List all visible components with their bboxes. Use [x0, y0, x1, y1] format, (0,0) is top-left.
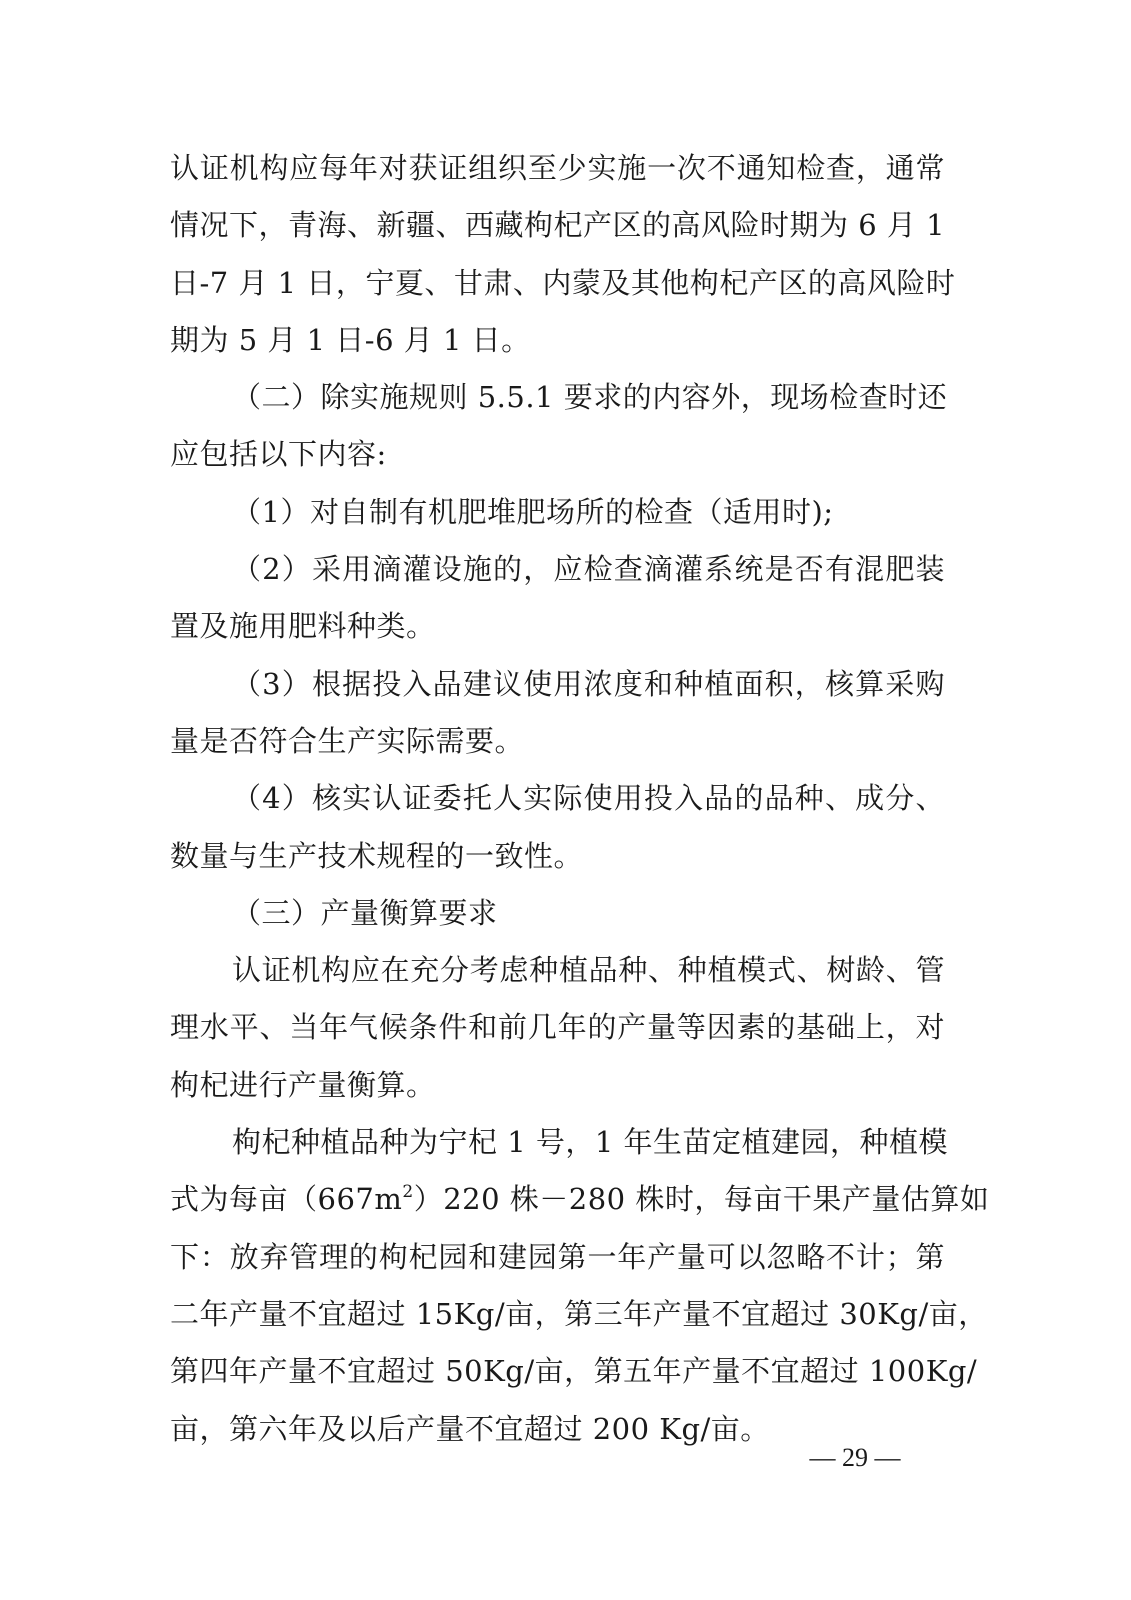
text-line: （二）除实施规则 5.5.1 要求的内容外，现场检查时还	[232, 380, 948, 415]
text-line: 量是否符合生产实际需要。	[170, 723, 525, 758]
text-line: 认证机构应在充分考虑种植品种、种植模式、树龄、管	[232, 953, 945, 988]
list-item-1	[170, 484, 945, 541]
section-heading-yield-balance	[170, 885, 945, 942]
text-line: 置及施用肥料种类。	[170, 609, 436, 644]
paragraph-yield-factors	[170, 942, 945, 1114]
text-line: 枸杞进行产量衡算。	[170, 1067, 436, 1102]
list-item-4	[170, 770, 945, 885]
text-line: （1）对自制有机肥堆肥场所的检查（适用时);	[232, 494, 834, 529]
text-line: 应包括以下内容:	[170, 437, 387, 472]
text-line: 亩，第六年及以后产量不宜超过 200 Kg/亩。	[170, 1411, 770, 1446]
paragraph-yield-estimates	[170, 1114, 990, 1458]
paragraph-inspection-timing	[170, 140, 956, 369]
body-text	[170, 140, 990, 1458]
text-line: 期为 5 月 1 日-6 月 1 日。	[170, 322, 531, 357]
paragraph-onsite-inspection	[170, 369, 948, 484]
text-line: （三）产量衡算要求	[232, 895, 498, 930]
text-line: 情况下，青海、新疆、西藏枸杞产区的高风险时期为 6 月 1	[170, 208, 946, 243]
page-number: — 29 —	[809, 1443, 901, 1472]
text-line: 日-7 月 1 日，宁夏、甘肃、内蒙及其他枸杞产区的高风险时	[170, 265, 956, 300]
text-line: （4）核实认证委托人实际使用投入品的品种、成分、	[232, 781, 945, 816]
list-item-3	[170, 656, 945, 771]
text-line: 数量与生产技术规程的一致性。	[170, 838, 584, 873]
text-line: （3）根据投入品建议使用浓度和种植面积，核算采购	[232, 666, 945, 701]
text-line: 枸杞种植品种为宁杞 1 号，1 年生苗定植建园，种植模	[232, 1125, 949, 1160]
text-line: （2）采用滴灌设施的，应检查滴灌系统是否有混肥装	[232, 552, 945, 587]
text-line	[170, 1171, 990, 1228]
list-item-2	[170, 541, 945, 656]
text-span: ）220 株－280 株时，每亩干果产量估算如	[413, 1182, 990, 1217]
text-line: 认证机构应每年对获证组织至少实施一次不通知检查，通常	[170, 151, 945, 185]
text-line: 下：放弃管理的枸杞园和建园第一年产量可以忽略不计；第	[170, 1239, 945, 1274]
text-line: 二年产量不宜超过 15Kg/亩，第三年产量不宜超过 30Kg/亩，	[170, 1296, 988, 1331]
superscript: 2	[402, 1181, 414, 1202]
text-line: 第四年产量不宜超过 50Kg/亩，第五年产量不宜超过 100Kg/	[170, 1354, 978, 1389]
text-line: 理水平、当年气候条件和前几年的产量等因素的基础上，对	[170, 1010, 945, 1045]
text-span: 式为每亩（667m	[170, 1182, 403, 1217]
